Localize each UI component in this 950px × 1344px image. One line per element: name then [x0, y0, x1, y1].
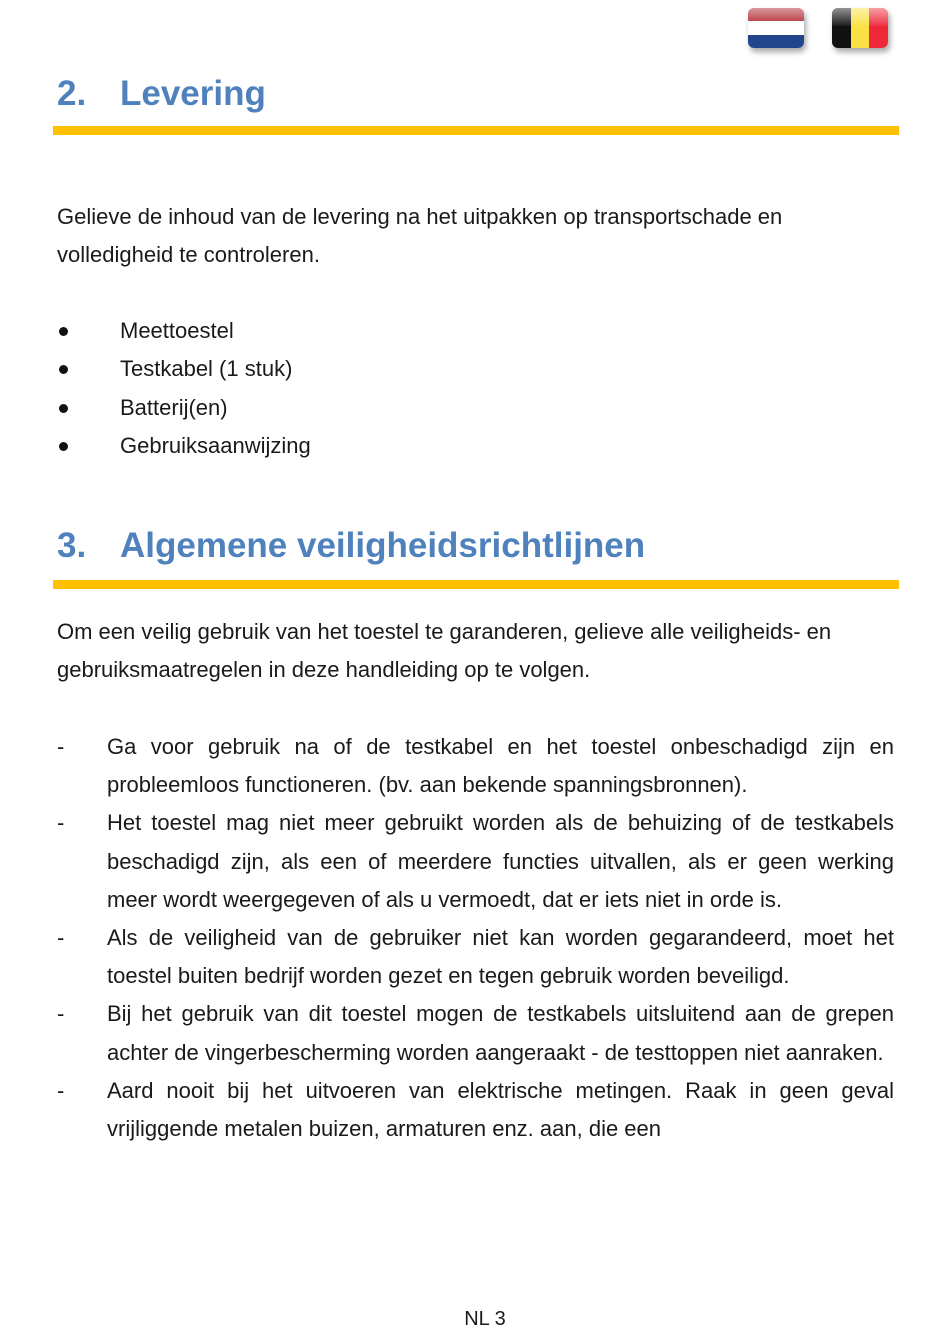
dash-marker: - — [57, 810, 65, 836]
heading-rule — [53, 126, 899, 135]
section-number: 3. — [57, 526, 87, 565]
dash-marker: - — [57, 1077, 65, 1103]
list-item — [57, 427, 311, 465]
list-item — [57, 389, 311, 427]
bullet-icon — [59, 442, 68, 451]
dash-marker: - — [57, 925, 65, 951]
section-title: Levering — [120, 74, 266, 113]
list-item-text: Testkabel (1 stuk) — [120, 356, 293, 382]
list-item-text: Als de veiligheid van de gebruiker niet kan worden gegarandeerd, moet het toestel buiten bedrijf worden gezet en tegen gebruik worden beveiligd. — [107, 925, 894, 989]
flag-stripe — [748, 35, 804, 48]
dash-marker: - — [57, 1001, 65, 1027]
netherlands-flag-icon[interactable] — [748, 8, 804, 48]
list-item-text: Aard nooit bij het uitvoeren van elektrische metingen. Raak in geen geval vrijliggende metalen buizen, armaturen enz. aan, die een — [107, 1077, 894, 1142]
list-item — [57, 804, 894, 919]
section-number: 2. — [57, 74, 87, 113]
section-title: Algemene veiligheidsrichtlijnen — [120, 526, 646, 565]
belgium-flag-icon[interactable] — [832, 8, 888, 48]
flag-stripe — [869, 8, 888, 48]
heading-rule — [53, 580, 899, 589]
safety-list — [57, 728, 894, 1148]
list-item — [57, 1072, 894, 1148]
list-item — [57, 919, 894, 995]
list-item — [57, 350, 311, 388]
section-2-intro: Gelieve de inhoud van de levering na het uitpakken op transportschade en volledigheid te controleren. — [57, 204, 783, 267]
flag-stripe — [748, 21, 804, 34]
section-3-heading — [57, 526, 645, 566]
list-item — [57, 728, 894, 804]
list-item-text: Meettoestel — [120, 318, 234, 343]
section-3-intro: Om een veilig gebruik van het toestel te garanderen, gelieve alle veiligheids- en gebruiksmaatregelen in deze handleiding op te volgen. — [57, 619, 832, 682]
list-item-text: Batterij(en) — [120, 394, 228, 420]
list-item-text: Het toestel mag niet meer gebruikt worden als de behuizing of de testkabels beschadigd zijn, als een of meerdere functies uitvallen, als er geen werking meer wordt weergegeven of als u vermoedt, dat er iets niet in orde is. — [107, 810, 894, 912]
list-item — [57, 995, 894, 1071]
flag-stripe — [832, 8, 851, 48]
list-item-text: Ga voor gebruik na of de testkabel en het toestel onbeschadigd zijn en probleemloos functioneren. (bv. aan bekende spanningsbronnen). — [107, 734, 894, 798]
list-item-text: Bij het gebruik van dit toestel mogen de testkabels uitsluitend aan de grepen achter de vingerbescherming worden aangeraakt - de testtoppen niet aanraken. — [107, 1001, 894, 1065]
delivery-list — [57, 312, 311, 465]
dash-marker: - — [57, 734, 65, 759]
page-number: NL 3 — [464, 1308, 506, 1330]
list-item — [57, 312, 311, 350]
flag-stripe — [851, 8, 870, 48]
bullet-icon — [59, 365, 68, 374]
flag-stripe — [748, 8, 804, 21]
bullet-icon — [59, 327, 68, 336]
section-2-heading — [57, 74, 266, 114]
language-flags — [748, 8, 888, 48]
bullet-icon — [59, 404, 68, 413]
list-item-text: Gebruiksaanwijzing — [120, 432, 311, 458]
